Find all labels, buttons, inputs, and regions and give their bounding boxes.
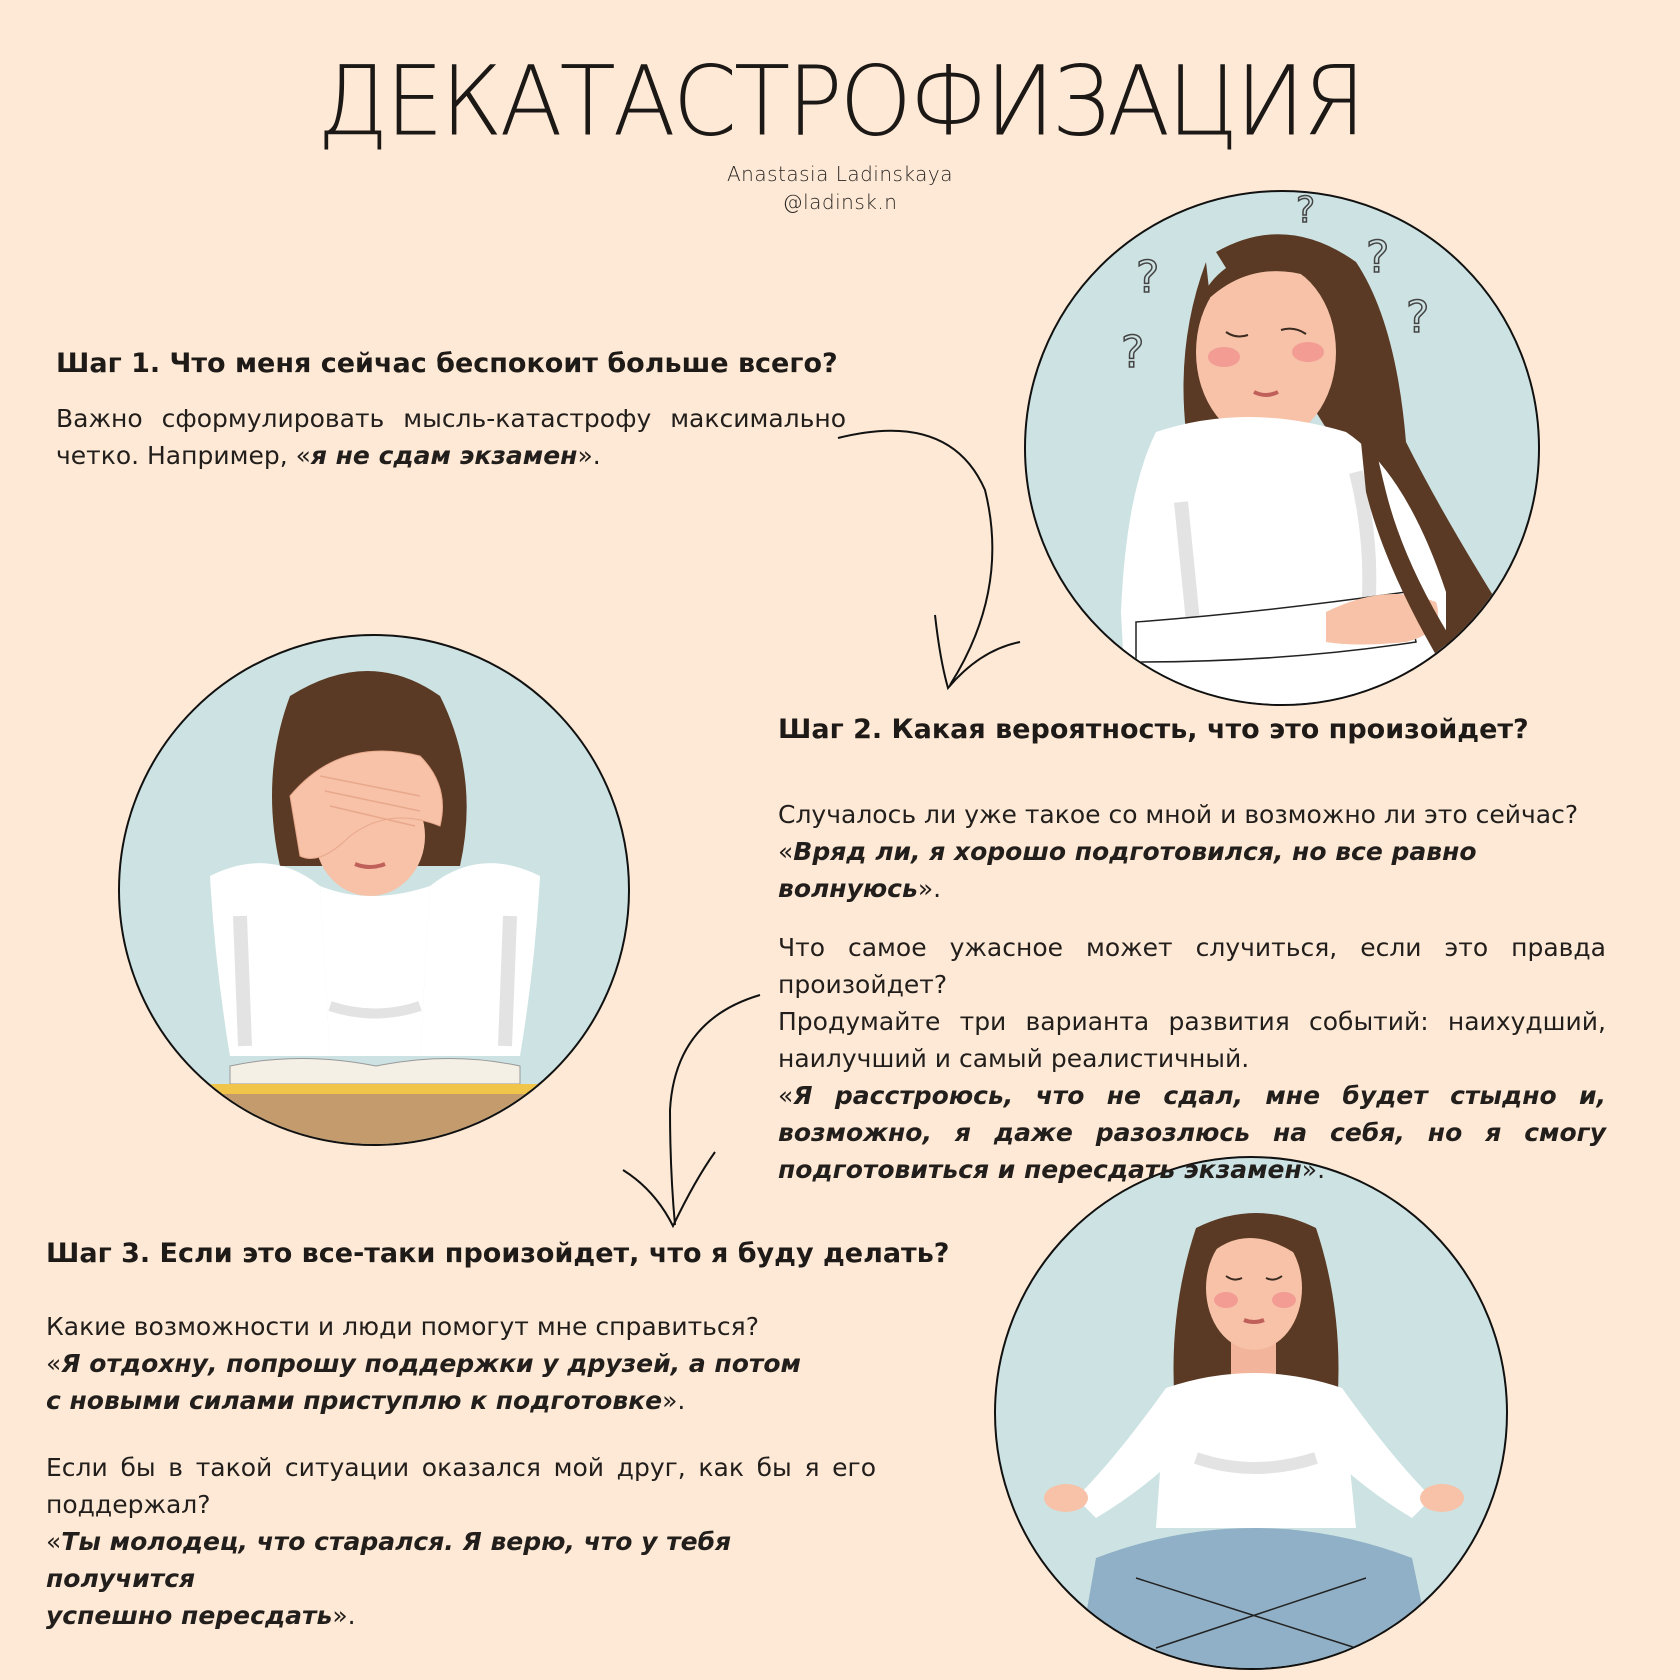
- author-name: Anastasia Ladinskaya: [726, 162, 954, 186]
- step2-question3: Продумайте три варианта развития событий: наихудший, наилучший и самый реалистичный.: [778, 1007, 1606, 1073]
- step1-line2: четко. Например, «я не сдам экзамен».: [56, 441, 601, 470]
- svg-text:?: ?: [1296, 192, 1316, 231]
- step3-question2: Если бы в такой ситуации оказался мой друг, как бы я его поддержал?: [46, 1453, 876, 1519]
- illustration-meditating-woman: [994, 1156, 1508, 1670]
- step2-heading: Шаг 2. Какая вероятность, что это произойдет?: [778, 714, 1529, 745]
- step2-text: [778, 796, 1606, 1188]
- step3-heading: Шаг 3. Если это все-таки произойдет, что я буду делать?: [46, 1238, 950, 1269]
- step3-answer1-line1: «Я отдохну, попрошу поддержки у друзей, а потом: [46, 1349, 801, 1378]
- illustration-worried-woman: [1024, 190, 1540, 706]
- arrow-step1-to-step2: [830, 420, 1030, 700]
- step3-answer2-line1: «Ты молодец, что старался. Я верю, что у тебя получится: [46, 1527, 732, 1593]
- step1-line1: Важно сформулировать мысль-катастрофу максимально: [56, 404, 846, 433]
- step3-question1: Какие возможности и люди помогут мне справиться?: [46, 1312, 759, 1341]
- illustration-woman-covering-face: [118, 634, 630, 1146]
- step1-text: [56, 400, 846, 474]
- author-handle: @ladinsk.n: [782, 190, 898, 214]
- svg-text:?: ?: [1136, 252, 1160, 303]
- step2-answer1: «Вряд ли, я хорошо подготовился, но все равно волнуюсь».: [778, 837, 1477, 903]
- step2-question1: Случалось ли уже такое со мной и возможно ли это сейчас?: [778, 800, 1579, 829]
- page-title: ДЕКАТАСТРОФИЗАЦИЯ: [317, 45, 1363, 158]
- step2-answer2: «Я расстроюсь, что не сдал, мне будет стыдно и, возможно, я даже разозлюсь на себя, но я смогу подготовиться и пересдать экзамен».: [778, 1081, 1606, 1184]
- arrow-step2-to-step3: [615, 990, 795, 1230]
- svg-text:?: ?: [1406, 292, 1430, 343]
- step3-text: [46, 1308, 876, 1634]
- step3-answer1-line2: с новыми силами приступлю к подготовке».: [46, 1386, 686, 1415]
- svg-text:?: ?: [1121, 327, 1145, 378]
- svg-text:?: ?: [1366, 232, 1390, 283]
- step2-question2: Что самое ужасное может случиться, если это правда произойдет?: [778, 933, 1606, 999]
- step1-heading: Шаг 1. Что меня сейчас беспокоит больше всего?: [56, 348, 838, 379]
- step3-answer2-line2: успешно пересдать».: [46, 1601, 356, 1630]
- author-credit: [0, 160, 1680, 216]
- step1-example: я не сдам экзамен: [310, 441, 578, 470]
